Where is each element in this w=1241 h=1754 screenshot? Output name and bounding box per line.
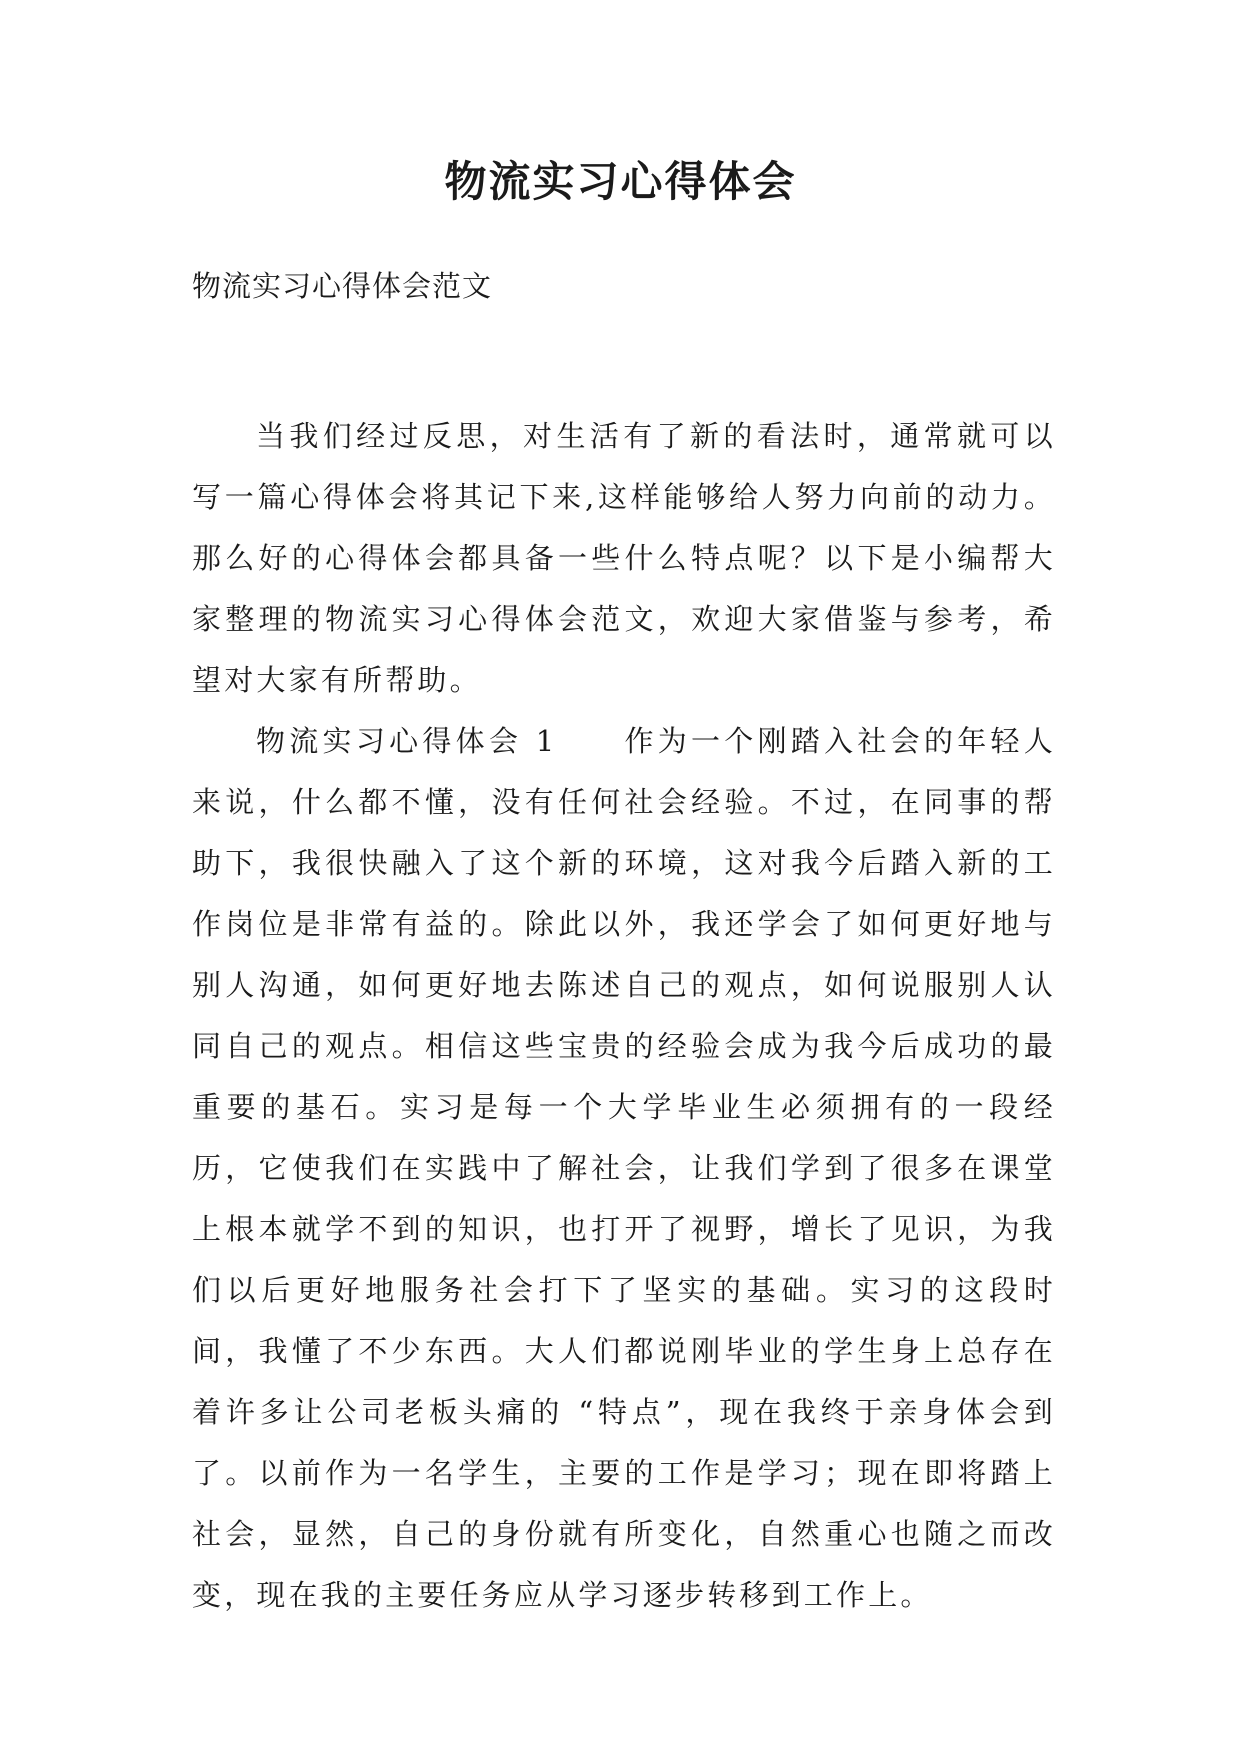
section-paragraph	[192, 711, 1056, 1626]
document-subtitle: 物流实习心得体会范文	[192, 269, 493, 303]
intro-paragraph: 当我们经过反思，对生活有了新的看法时，通常就可以写一篇心得体会将其记下来,这样能够给人努力向前的动力。那么好的心得体会都具备一些什么特点呢？以下是小编帮大家整理的物流实习心得体会范文，欢迎大家借鉴与参考，希望对大家有所帮助。	[192, 419, 1056, 697]
document-title: 物流实习心得体会	[444, 157, 797, 206]
document-body	[192, 406, 1056, 1626]
section-body: 作为一个刚踏入社会的年轻人来说，什么都不懂，没有任何社会经验。不过，在同事的帮助下，我很快融入了这个新的环境，这对我今后踏入新的工作岗位是非常有益的。除此以外，我还学会了如何更好地与别人沟通，如何更好地去陈述自己的观点，如何说服别人认同自己的观点。相信这些宝贵的经验会成为我今后成功的最重要的基石。实习是每一个大学毕业生必须拥有的一段经历，它使我们在实践中了解社会，让我们学到了很多在课堂上根本就学不到的知识，也打开了视野，增长了见识，为我们以后更好地服务社会打下了坚实的基础。实习的这段时间，我懂了不少东西。大人们都说刚毕业的学生身上总存在着许多让公司老板头痛的 “特点”，现在我终于亲身体会到了。以前作为一名学生，主要的工作是学习；现在即将踏上社会，显然，自己的身份就有所变化，自然重心也随之而改变，现在我的主要任务应从学习逐步转移到工作上。	[192, 724, 1056, 1612]
section-heading: 物流实习心得体会 1	[256, 724, 558, 758]
